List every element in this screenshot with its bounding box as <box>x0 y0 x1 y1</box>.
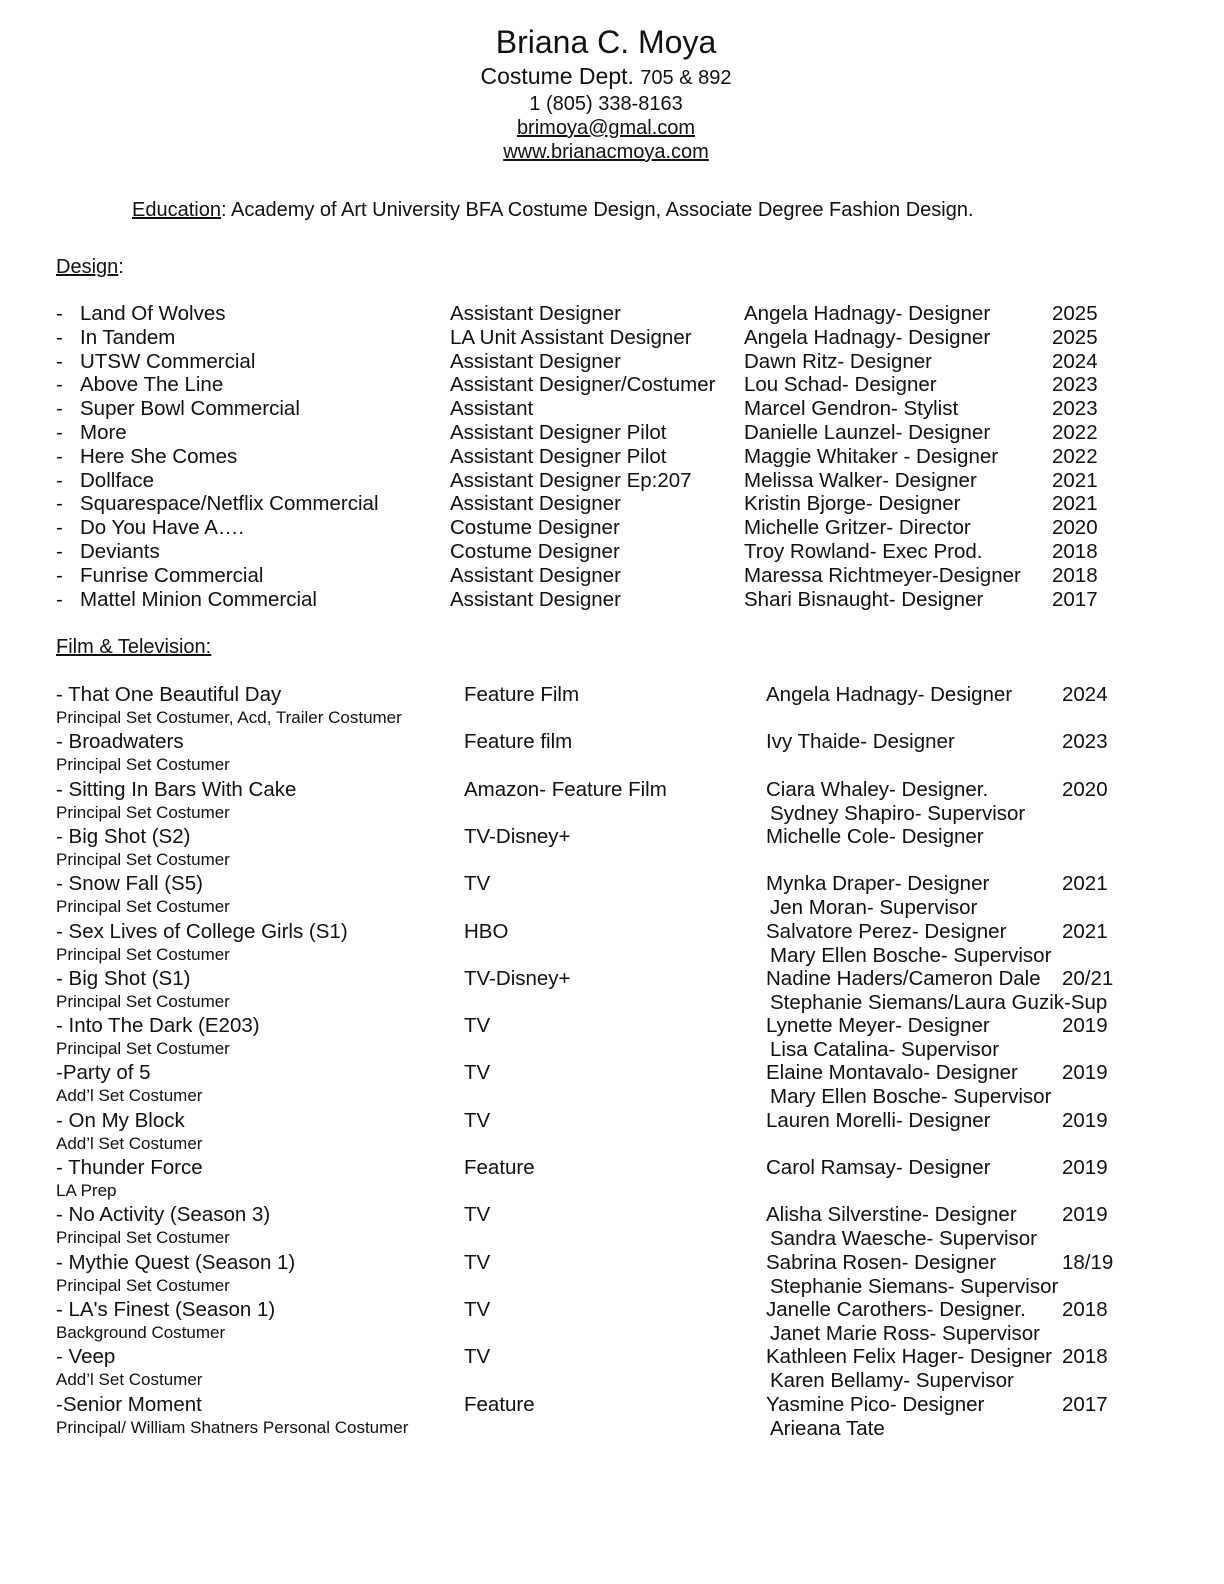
year: 2019 <box>1062 1108 1108 1132</box>
year: 18/19 <box>1062 1250 1114 1274</box>
film-tv-row <box>0 1393 1224 1417</box>
supervisor-credit: Sydney Shapiro- Supervisor <box>770 801 1026 825</box>
email-link[interactable]: brimoya@gmal.com <box>516 117 696 139</box>
year: 2020 <box>1062 777 1108 801</box>
role: Costume Designer <box>450 516 620 540</box>
project-title: Funrise Commercial <box>80 563 264 587</box>
project-title: - That One Beautiful Day <box>56 683 282 706</box>
year: 2018 <box>1052 540 1098 563</box>
education-line <box>132 198 974 222</box>
project-title: -Party of 5 <box>56 1061 151 1085</box>
role: Assistant Designer Pilot <box>450 444 667 468</box>
design-row <box>0 540 1224 564</box>
bullet-dash: - <box>56 302 63 325</box>
project-title: Here She Comes <box>80 444 238 468</box>
year: 2023 <box>1052 397 1098 421</box>
design-row <box>0 564 1224 588</box>
supervisor-credit: Stephanie Siemans- Supervisor <box>770 1274 1059 1298</box>
project-title: Do You Have A…. <box>80 516 245 540</box>
website-link[interactable]: www.brianacmoya.com <box>503 141 709 163</box>
designer-credit: Janelle Carothers- Designer. <box>766 1297 1026 1321</box>
year: 2019 <box>1062 1203 1108 1227</box>
project-type: TV <box>464 1014 491 1038</box>
role: Assistant Designer Pilot <box>450 421 667 444</box>
designer-credit: Yasmine Pico- Designer <box>766 1392 985 1416</box>
year: 2025 <box>1052 325 1098 349</box>
role: Assistant Designer <box>450 302 621 325</box>
year: 2024 <box>1052 349 1098 373</box>
person-name: Briana C. Moya <box>495 24 717 60</box>
year: 2019 <box>1062 1014 1108 1038</box>
position-title: LA Prep <box>56 1181 117 1200</box>
supervisor-credit: Janet Marie Ross- Supervisor <box>770 1321 1041 1345</box>
project-title: - Broadwaters <box>56 730 184 754</box>
designer-credit: Maressa Richtmeyer-Designer <box>744 563 1021 587</box>
project-title: - On My Block <box>56 1108 185 1132</box>
position-title: Principal Set Costumer <box>56 1228 230 1248</box>
bullet-dash: - <box>56 444 63 468</box>
project-title: - Thunder Force <box>56 1156 203 1179</box>
bullet-dash: - <box>56 421 63 444</box>
project-title: - Snow Fall (S5) <box>56 872 203 896</box>
year: 20/21 <box>1062 966 1114 990</box>
designer-credit: Maggie Whitaker - Designer <box>744 444 999 468</box>
education-label: Education <box>132 199 221 221</box>
designer-credit: Angela Hadnagy- Designer <box>766 683 1013 706</box>
role: Assistant <box>450 397 534 421</box>
design-row <box>0 588 1224 612</box>
year: 2021 <box>1062 919 1108 943</box>
year: 2018 <box>1062 1297 1108 1321</box>
project-type: Feature Film <box>464 683 580 706</box>
project-title: - Big Shot (S2) <box>56 824 191 848</box>
position-title: Principal Set Costumer <box>56 849 230 869</box>
designer-credit: Michelle Cole- Designer <box>766 824 984 848</box>
project-title: - Veep <box>56 1345 116 1369</box>
supervisor-credit: Karen Bellamy- Supervisor <box>770 1369 1014 1393</box>
supervisor-credit: Mary Ellen Bosche- Supervisor <box>770 943 1052 967</box>
design-row <box>0 516 1224 540</box>
designer-credit: Salvatore Perez- Designer <box>766 919 1007 943</box>
project-type: TV <box>464 1345 491 1369</box>
design-colon: : <box>118 256 124 278</box>
project-title: UTSW Commercial <box>80 349 256 373</box>
project-title: - Sex Lives of College Girls (S1) <box>56 919 348 943</box>
film-tv-row <box>0 683 1224 707</box>
film-tv-section-title: Film & Television: <box>56 636 212 658</box>
year: 2019 <box>1062 1061 1108 1085</box>
film-tv-row <box>0 872 1224 896</box>
design-row <box>0 397 1224 421</box>
film-tv-row <box>0 1061 1224 1085</box>
project-title: - Big Shot (S1) <box>56 966 191 990</box>
designer-credit: Mynka Draper- Designer <box>766 872 990 896</box>
project-title: Super Bowl Commercial <box>80 397 300 421</box>
position-title: Principal Set Costumer <box>56 1275 230 1295</box>
design-row <box>0 492 1224 516</box>
film-tv-row <box>0 730 1224 754</box>
role: Assistant Designer <box>450 563 621 587</box>
position-title: Principal Set Costumer <box>56 897 230 917</box>
project-title: Above The Line <box>80 373 224 397</box>
department-line <box>0 62 1212 92</box>
bullet-dash: - <box>56 397 63 421</box>
designer-credit: Kristin Bjorge- Designer <box>744 492 961 516</box>
project-title: - No Activity (Season 3) <box>56 1203 271 1227</box>
project-type: TV <box>464 1297 491 1321</box>
supervisor-credit: Sandra Waesche- Supervisor <box>770 1227 1038 1251</box>
project-title: More <box>80 421 127 444</box>
role: Assistant Designer <box>450 349 621 373</box>
designer-credit: Nadine Haders/Cameron Dale <box>766 966 1041 990</box>
year: 2021 <box>1052 468 1098 492</box>
project-type: Feature film <box>464 730 573 754</box>
film-tv-row <box>0 1203 1224 1227</box>
resume-header <box>0 22 1212 164</box>
position-title: Background Costumer <box>56 1322 226 1342</box>
supervisor-credit: Stephanie Siemans/Laura Guzik-Sup <box>770 990 1108 1014</box>
position-title: Principal Set Costumer <box>56 802 230 822</box>
position-title: Principal Set Costumer <box>56 991 230 1011</box>
design-row <box>0 445 1224 469</box>
film-tv-row <box>0 967 1224 991</box>
role: Costume Designer <box>450 540 620 563</box>
position-title: Principal Set Costumer <box>56 1039 230 1059</box>
year: 2019 <box>1062 1156 1108 1179</box>
supervisor-credit: Jen Moran- Supervisor <box>770 896 978 920</box>
project-type: Amazon- Feature Film <box>464 777 667 801</box>
bullet-dash: - <box>56 349 63 373</box>
designer-credit: Ciara Whaley- Designer. <box>766 777 989 801</box>
project-title: Mattel Minion Commercial <box>80 587 317 611</box>
year: 2023 <box>1052 373 1098 397</box>
year: 2018 <box>1052 563 1098 587</box>
project-title: In Tandem <box>80 325 176 349</box>
year: 2017 <box>1062 1392 1108 1416</box>
year: 2020 <box>1052 516 1098 540</box>
position-title: Principal/ William Shatners Personal Costumer <box>56 1417 409 1437</box>
designer-credit: Angela Hadnagy- Designer <box>744 302 991 325</box>
design-row <box>0 350 1224 374</box>
position-title: Add’l Set Costumer <box>56 1086 203 1106</box>
film-tv-row <box>0 1251 1224 1275</box>
role: Assistant Designer <box>450 587 621 611</box>
project-type: Feature <box>464 1392 535 1416</box>
film-tv-row <box>0 825 1224 849</box>
project-type: Feature <box>464 1156 535 1179</box>
year: 2024 <box>1062 683 1108 706</box>
designer-credit: Melissa Walker- Designer <box>744 468 977 492</box>
role: Assistant Designer <box>450 492 621 516</box>
role: Assistant Designer Ep:207 <box>450 468 692 492</box>
design-row <box>0 302 1224 326</box>
project-type: TV <box>464 1203 491 1227</box>
department: Costume Dept. <box>480 63 634 89</box>
project-title: Squarespace/Netflix Commercial <box>80 492 379 516</box>
project-title: Dollface <box>80 468 155 492</box>
position-title: Principal Set Costumer <box>56 944 230 964</box>
year: 2021 <box>1052 492 1098 516</box>
year: 2022 <box>1052 421 1098 444</box>
designer-credit: Ivy Thaide- Designer <box>766 730 955 754</box>
design-row <box>0 326 1224 350</box>
project-title: - LA's Finest (Season 1) <box>56 1297 276 1321</box>
year: 2023 <box>1062 730 1108 754</box>
film-tv-row <box>0 1345 1224 1369</box>
position-title: Principal Set Costumer, Acd, Trailer Costumer <box>56 708 402 727</box>
bullet-dash: - <box>56 540 63 563</box>
designer-credit: Sabrina Rosen- Designer <box>766 1250 997 1274</box>
designer-credit: Angela Hadnagy- Designer <box>744 325 991 349</box>
project-type: TV <box>464 1108 491 1132</box>
bullet-dash: - <box>56 492 63 516</box>
project-title: - Sitting In Bars With Cake <box>56 777 297 801</box>
designer-credit: Michelle Gritzer- Director <box>744 516 971 540</box>
project-type: TV-Disney+ <box>464 966 571 990</box>
designer-credit: Lynette Meyer- Designer <box>766 1014 990 1038</box>
design-row <box>0 373 1224 397</box>
film-tv-row <box>0 1298 1224 1322</box>
designer-credit: Carol Ramsay- Designer <box>766 1156 991 1179</box>
education-text: : Academy of Art University BFA Costume Design, Associate Degree Fashion Design. <box>220 199 974 221</box>
project-type: TV <box>464 1250 491 1274</box>
project-title: Land Of Wolves <box>80 302 226 325</box>
position-title: Principal Set Costumer <box>56 755 230 775</box>
film-tv-row <box>0 920 1224 944</box>
supervisor-credit: Arieana Tate <box>770 1416 885 1440</box>
design-section-title <box>56 255 124 279</box>
role: Assistant Designer/Costumer <box>450 373 716 397</box>
year: 2017 <box>1052 587 1098 611</box>
year: 2018 <box>1062 1345 1108 1369</box>
project-title: -Senior Moment <box>56 1392 202 1416</box>
project-type: HBO <box>464 919 509 943</box>
designer-credit: Marcel Gendron- Stylist <box>744 397 959 421</box>
designer-credit: Danielle Launzel- Designer <box>744 421 991 444</box>
designer-credit: Dawn Ritz- Designer <box>744 349 932 373</box>
year: 2025 <box>1052 302 1098 325</box>
year: 2022 <box>1052 444 1098 468</box>
union-locals: 705 & 892 <box>640 67 732 89</box>
film-tv-row <box>0 1109 1224 1133</box>
film-tv-row <box>0 1156 1224 1180</box>
project-title: Deviants <box>80 540 160 563</box>
project-title: - Mythie Quest (Season 1) <box>56 1250 296 1274</box>
bullet-dash: - <box>56 516 63 540</box>
bullet-dash: - <box>56 373 63 397</box>
project-title: - Into The Dark (E203) <box>56 1014 260 1038</box>
bullet-dash: - <box>56 468 63 492</box>
designer-credit: Lou Schad- Designer <box>744 373 937 397</box>
designer-credit: Troy Rowland- Exec Prod. <box>744 540 983 563</box>
phone-number: 1 (805) 338-8163 <box>529 93 683 115</box>
supervisor-credit: Mary Ellen Bosche- Supervisor <box>770 1085 1052 1109</box>
role: LA Unit Assistant Designer <box>450 325 692 349</box>
design-row <box>0 469 1224 493</box>
bullet-dash: - <box>56 587 63 611</box>
designer-credit: Alisha Silverstine- Designer <box>766 1203 1017 1227</box>
position-title: Add’l Set Costumer <box>56 1370 203 1390</box>
bullet-dash: - <box>56 325 63 349</box>
designer-credit: Kathleen Felix Hager- Designer <box>766 1345 1052 1369</box>
position-title: Add’l Set Costumer <box>56 1133 203 1153</box>
designer-credit: Lauren Morelli- Designer <box>766 1108 991 1132</box>
designer-credit: Elaine Montavalo- Designer <box>766 1061 1018 1085</box>
film-tv-row <box>0 778 1224 802</box>
year: 2021 <box>1062 872 1108 896</box>
project-type: TV-Disney+ <box>464 824 571 848</box>
design-row <box>0 421 1224 445</box>
supervisor-credit: Lisa Catalina- Supervisor <box>770 1038 1000 1062</box>
film-tv-row <box>0 1014 1224 1038</box>
project-type: TV <box>464 1061 491 1085</box>
design-label: Design <box>56 256 119 278</box>
bullet-dash: - <box>56 563 63 587</box>
designer-credit: Shari Bisnaught- Designer <box>744 587 984 611</box>
project-type: TV <box>464 872 491 896</box>
